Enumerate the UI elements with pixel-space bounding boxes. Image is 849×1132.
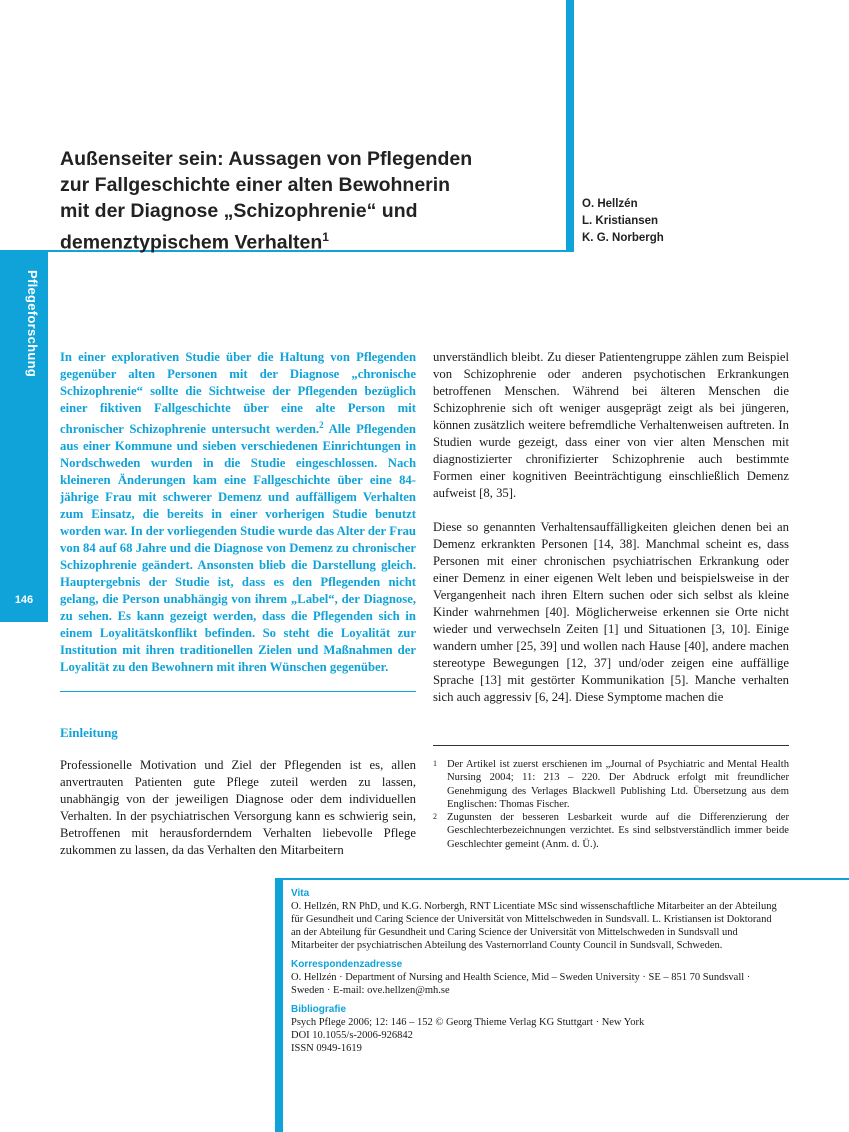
footnote-1 [433, 758, 789, 811]
footnote-text: Der Artikel ist zuerst erschienen im „Journal of Psychiatric and Mental Health Nursing 2004; 11: 213 – 220. Der Abdruck erfolgt mit freundlicher Genehmigung des Verlages Blackwell Publishing Ltd. Übersetzung aus dem Englischen: Thomas Fischer. [447, 759, 789, 810]
abstract [60, 349, 416, 676]
author-2: L. Kristiansen [582, 215, 659, 227]
infobox-accent-bar [275, 878, 283, 1132]
footnote-number: 1 [433, 759, 437, 768]
contact-label: Korrespondenzadresse [291, 959, 403, 970]
accent-bar-vertical-top [566, 0, 574, 252]
body-paragraph-1: unverständlich bleibt. Zu dieser Patientengruppe zählen zum Beispiel von Schizophrenie oder anderen psychotischen Erkrankungen betroffenen Menschen. Während bei älteren Menschen die Schizophrenie sich oft weniger ausgeprägt zeigt als bei jüngeren, können zusätzlich weitere befremdliche Verhaltenweisen auftreten. In Studien wurde gezeigt, dass einer von vier alten Menschen mit diagnostizierter chronifizierter Schizophrenie auch bestimmte Formen einer kognitiven Beeinträchtigung einschließlich Demenz aufweist [8, 35]. [433, 350, 789, 500]
infobox-accent-rule [275, 878, 849, 880]
bibliography-line-1: Psych Pflege 2006; 12: 146 – 152 © Georg Thieme Verlag KG Stuttgart · New York [291, 1017, 645, 1028]
bibliography-label: Bibliografie [291, 1004, 347, 1015]
abstract-divider [60, 691, 416, 692]
contact-block [291, 958, 781, 997]
author-3: K. G. Norbergh [582, 232, 664, 244]
intro-paragraph: Professionelle Motivation und Ziel der Pflegenden ist es, allen anvertrauten Patienten gute Pflege zuteil werden zu lassen, unabhängig von der jeweiligen Diagnose oder dem individuellen Verhalten. In der psychiatrischen Versorgung kann es schwierig sein, Betroffenen mit herausforderndem Verhalten liebevolle Pflege zukommen zu lassen, da das Verhalten den Mitarbeitern [60, 758, 416, 857]
title-footnote-ref: 1 [322, 230, 329, 244]
author-1: O. Hellzén [582, 198, 638, 210]
footnote-number: 2 [433, 812, 437, 822]
title-line-4 [60, 224, 560, 256]
footnote-2 [433, 811, 789, 851]
vita-text: O. Hellzén, RN PhD, und K.G. Norbergh, RNT Licentiate MSc sind wissenschaftliche Mitarbeiter an der Abteilung für Gesundheit und Caring Science der Universität von Mittelschweden in Sundsvall. L. Kristiansen ist Doktorand an der Abteilung für Gesundheit und Caring Science der Universität von Mittelschweden in Sundsvall und Mitarbeiter der psychiatrischen Abteilung des Vasternorrland County Council in Sundsvall, Schweden. [291, 901, 777, 951]
author-list [582, 196, 664, 247]
title-line-4-text: demenztypischem Verhalten [60, 231, 323, 254]
footnotes [433, 758, 789, 851]
abstract-part-2: Alle Pflegenden aus einer Kommune und sieben verschiedenen Einrichtungen in Nordschweden wurden in die Studie eingeschlossen. Nach kleineren Änderungen kam eine Fallgeschichte über eine 84-jährige Frau mit schwerer Demenz und auffälligem Verhalten zum Einsatz, die bereits in einer vorherigen Studie benutzt worden war. In der vorliegenden Studie wurde das Alter der Frau von 84 auf 68 Jahre und die Diagnose von Demenz zu chronischer Schizophrenie geändert. Ansonsten blieb die Darstellung gleich. Hauptergebnis der Studie ist, dass es den Pflegenden nicht gelang, die Person unabhängig von ihrem „Label“, der Diagnose, zu sehen. Es kann gezeigt werden, dass die Pflegenden sich in einem Loyalitätskonflikt befinden. So steht die Loyalität zur Institution mit ihren traditionellen Zielen und Maßnahmen der Loyalität zu den Bewohnern mit ihren Wünschen gegenüber. [60, 422, 416, 675]
abstract-part-1: In einer explorativen Studie über die Haltung von Pflegenden gegenüber alten Personen mit der Diagnose „chronische Schizophrenie“ sollte die Sichtweise der Pflegenden bezüglich einer fiktiven Fallgeschichte über eine alte Person mit chronischer Schizophrenie untersucht werden. [60, 350, 416, 437]
footnote-text: Zugunsten der besseren Lesbarkeit wurde auf die Differenzierung der Geschlechterbezeichnungen verzichtet. Es sind selbstverständlich immer beide Geschlechter gemeint (Anm. d. Ü.). [447, 812, 789, 850]
section-label: Pflegeforschung [25, 270, 40, 378]
title-line-2: zur Fallgeschichte einer alten Bewohnerin [60, 174, 451, 196]
infobox [291, 887, 781, 1061]
body-paragraph-2: Diese so genannten Verhaltensauffälligkeiten gleichen denen bei an Demenz erkrankten Personen [14, 38]. Manchmal scheint es, dass Personen mit einer chronischen psychiatrischen Erkrankung oder einer Demenz in einer eigenen Welt leben und beispielsweise in der Vergangenheit nach ihren Eltern suchen oder sich selbst als kleine Kinder wahrnehmen [40]. Möglicherweise erkennen sie Orte nicht wieder und verwechseln Zeiten [1] und Situationen [3, 10]. Einige wandern umher [25, 39] und wollen nach Hause [40], andere machen stereotype Bewegungen [12, 37] und/oder zeigen eine auffällige Sprache [13] mit gestörter Kommunikation [5]. Manche verhalten sich auch aggressiv [6, 24]. Diese Symptome machen die [433, 520, 789, 704]
vita-block [291, 887, 781, 952]
bibliography-line-2: DOI 10.1055/s-2006-926842 [291, 1030, 413, 1041]
bibliography-line-3: ISSN 0949-1619 [291, 1043, 362, 1054]
article-title [60, 146, 560, 256]
section-heading-einleitung: Einleitung [60, 725, 118, 740]
title-line-3: mit der Diagnose „Schizophrenie“ und [60, 200, 418, 222]
abstract-footnote-ref: 2 [319, 420, 324, 430]
body-column-right [433, 349, 789, 723]
contact-text: O. Hellzén · Department of Nursing and Health Science, Mid – Sweden University · SE – 851 70 Sundsvall · Sweden · E-mail: ove.hellzen@mh.se [291, 972, 751, 996]
page-number: 146 [14, 594, 34, 606]
vita-label: Vita [291, 888, 310, 899]
footnote-divider [433, 745, 789, 746]
bibliography-block [291, 1003, 781, 1055]
title-line-1: Außenseiter sein: Aussagen von Pflegenden [60, 148, 473, 170]
